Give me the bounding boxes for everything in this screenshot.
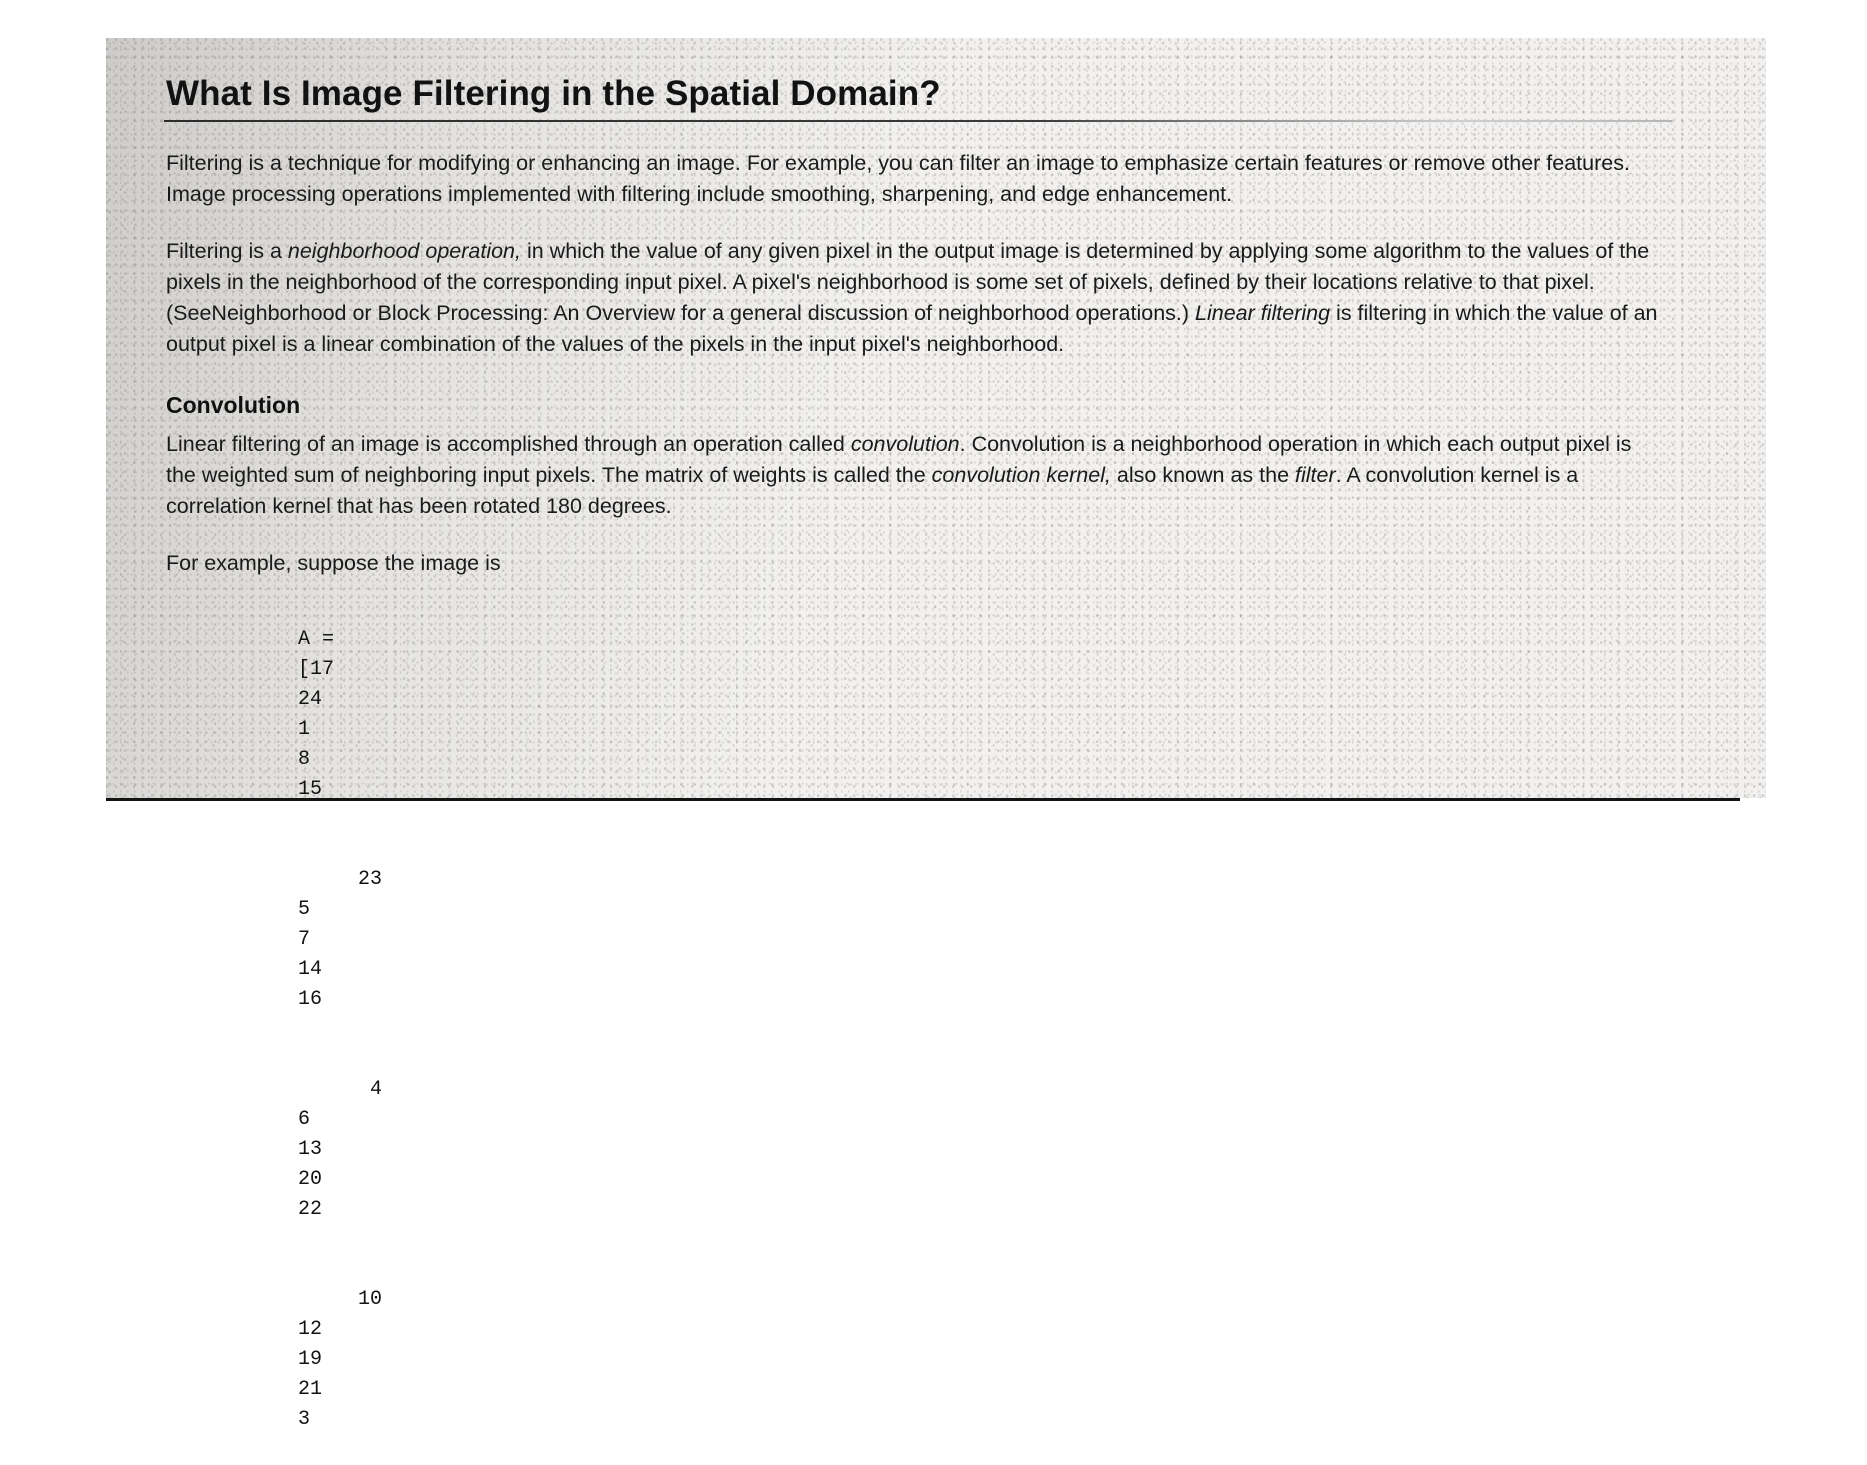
text-run: also known as the [1110, 463, 1296, 487]
matrix-cell: 20 [298, 1168, 323, 1191]
matrix-cell: 24 [298, 688, 323, 711]
scanned-page [106, 38, 1766, 1431]
matrix-cell: 14 [298, 958, 323, 981]
matrix-cell: 15 [298, 778, 323, 801]
title-divider [164, 120, 1672, 122]
matrix-cell: 4 [370, 1078, 383, 1101]
matrix-cell: 8 [298, 748, 311, 771]
matrix-cell: 1 [298, 718, 311, 741]
matrix-cell: 7 [298, 928, 311, 951]
matrix-row [202, 835, 1742, 1045]
matrix-cell: 23 [358, 868, 383, 891]
matrix-cell: 17 [310, 658, 335, 681]
page-title: What Is Image Filtering in the Spatial Domain? [166, 74, 941, 113]
text-run: Filtering is a [166, 239, 288, 263]
document-body [146, 56, 1742, 1431]
matrix-cell: 10 [358, 1288, 383, 1311]
matrix-cell: 13 [298, 1138, 323, 1161]
emphasis-linear-filtering: Linear filtering [1195, 301, 1331, 325]
paragraph-convolution [166, 429, 1662, 522]
emphasis-convolution-kernel: convolution kernel, [931, 463, 1111, 487]
paragraph-example-lead: For example, suppose the image is [166, 551, 501, 575]
text-run: is filtering in which the value of an output pixel is a linear combination of the values of the pixels in the input pixel's neighborhood. [166, 301, 1658, 356]
matrix-cell: 19 [298, 1348, 323, 1371]
matrix-cell: 3 [298, 1408, 311, 1431]
paragraph-neighborhood [166, 236, 1662, 360]
matrix-cell: 5 [298, 898, 311, 921]
matrix-cell: 6 [298, 1108, 311, 1131]
section-heading-convolution: Convolution [166, 392, 301, 418]
text-run: in which the value of any given pixel in the output image is determined by applying some algorithm to the values of the pixels in the neighborhood of the corresponding input pixel. A pixel's neighborhood is some set of pixels, defined by their locations relative to that pixel. (SeeNeighborhood or Block Processing: An Overview for a general discussion of neighborhood operations.) [166, 239, 1650, 325]
matrix-row [202, 1255, 1742, 1465]
emphasis-convolution: convolution [850, 432, 960, 456]
paragraph-intro: Filtering is a technique for modifying or enhancing an image. For example, you can filter an image to emphasize certain features or remove other features. Image processing operations implemented with filtering include smoothing, sharpening, and edge enhancement. [166, 151, 1630, 206]
matrix-cell: 21 [298, 1378, 323, 1401]
text-run: Linear filtering of an image is accomplished through an operation called [166, 432, 851, 456]
matrix-cell: 22 [298, 1198, 323, 1221]
matrix-cell: 16 [298, 988, 323, 1011]
matrix-open-bracket: [ [298, 658, 311, 681]
matrix-row [202, 595, 1742, 835]
matrix-row [202, 1045, 1742, 1255]
text-run: . A convolution kernel is a correlation kernel that has been rotated 180 degrees. [166, 463, 1579, 518]
emphasis-filter: filter [1295, 463, 1336, 487]
matrix-block [202, 595, 1742, 1465]
matrix-cell: 12 [298, 1318, 323, 1341]
text-run: . Convolution is a neighborhood operation in which each output pixel is the weighted sum of neighboring input pixels. The matrix of weights is called the [166, 432, 1632, 487]
matrix-label: A = [298, 628, 335, 651]
emphasis-neighborhood-operation: neighborhood operation, [287, 239, 521, 263]
